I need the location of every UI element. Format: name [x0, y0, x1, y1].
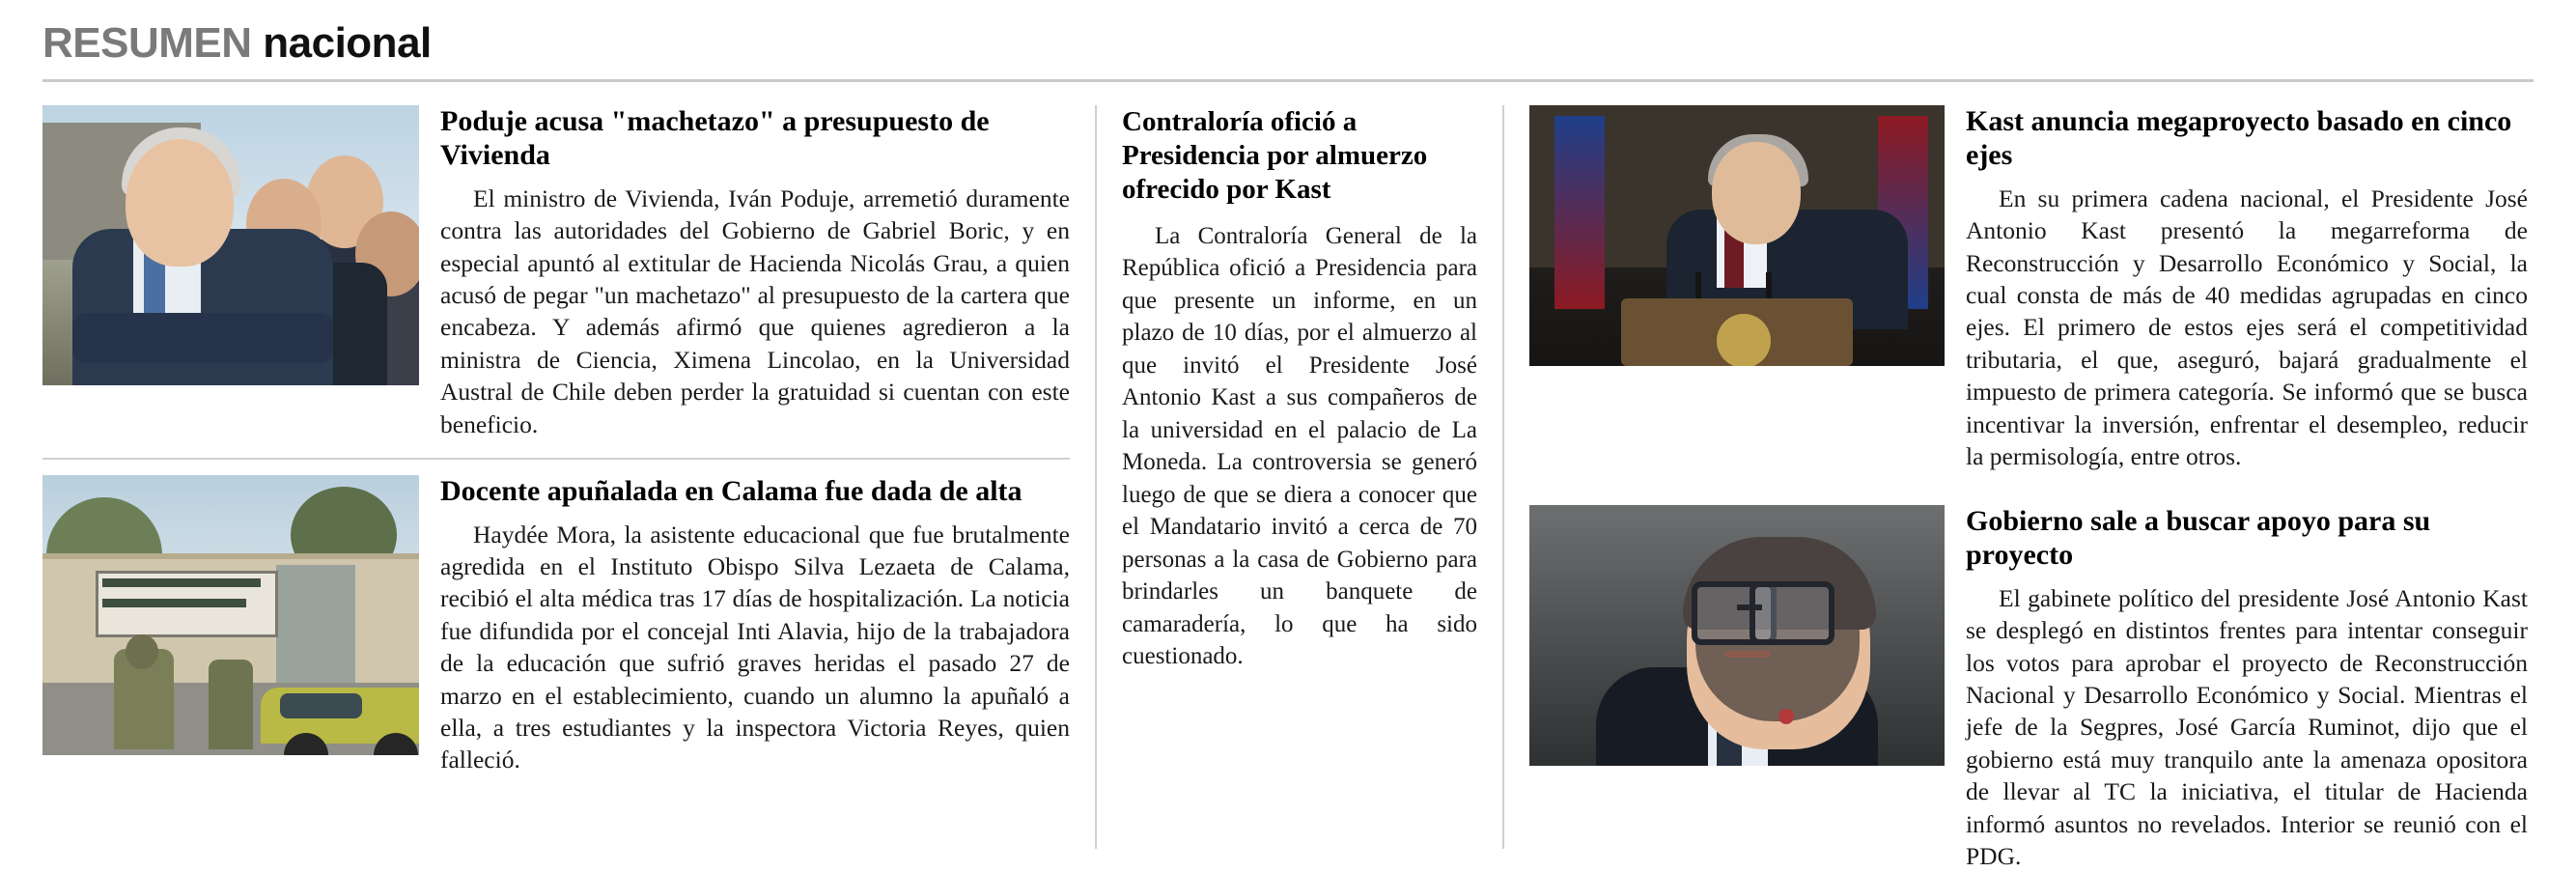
story-calama-body-text: Haydée Mora, la asistente educacional que fue brutalmente agredida en el Instituto Obispo Silva Lezaeta de Calama, recibió el alta médica tras 17 días de hospitalización. La noticia fue difundida por el concejal Inti Alavia, hijo de la trabajadora de la educación que sufrió graves heridas el pasado 27 de marzo en el establecimiento, cuando un alumno la apuñaló a ella, a tres estudiantes y la inspectora Victoria Reyes, quien falleció. [440, 520, 1070, 774]
story-divider-1 [42, 458, 1070, 460]
story-gobierno-image [1529, 505, 1945, 766]
story-kast-body [1966, 183, 2528, 473]
masthead [42, 0, 2534, 90]
story-kast-image [1529, 105, 1945, 366]
story-vivienda [42, 105, 1070, 440]
masthead-word-resumen: RESUMEN [42, 19, 252, 67]
story-gobierno-headline: Gobierno sale a buscar apoyo para su proyecto [1966, 505, 2431, 572]
story-calama-body [440, 519, 1070, 776]
story-vivienda-body [440, 183, 1070, 440]
masthead-divider [42, 79, 2534, 82]
story-calama-headline: Docente apuñalada en Calama fue dada de alta [440, 474, 1022, 507]
story-gobierno-body [1966, 582, 2528, 872]
story-contraloria [1122, 105, 1477, 849]
story-vivienda-image [42, 105, 419, 385]
page-title [42, 21, 2534, 66]
story-calama [42, 475, 1070, 776]
column-left [42, 105, 1095, 849]
story-gobierno-body-text: El gabinete político del presidente José Antonio Kast se desplegó en distintos frentes para intentar conseguir los votos para aprobar el proyecto de Reconstrucción Nacional y Desarrollo Económico y Social. Mientras el jefe de la Segpres, José García Ruminot, dijo que el gobierno está muy tranquilo ante la amenaza opositora de llevar al TC la iniciativa, el titular de Hacienda informó asuntos no revelados. Interior se reunió con el PDG. [1966, 583, 2528, 871]
masthead-word-nacional: nacional [263, 19, 432, 67]
column-right [1504, 105, 2528, 871]
story-kast [1529, 105, 2528, 472]
story-gobierno [1529, 505, 2528, 872]
column-center [1097, 105, 1502, 849]
story-contraloria-body [1122, 220, 1477, 673]
story-vivienda-headline: Poduje acusa "machetazo" a presupuesto de Vivienda [440, 105, 990, 171]
story-kast-body-text: En su primera cadena nacional, el Presidente José Antonio Kast presentó la megarreforma de Reconstrucción y Desarrollo Económico y Social, la cual consta de más de 40 medidas agrupadas en cinco ejes. El primero de estos ejes será el competitividad tributaria, el que, aseguró, bajará gradualmente el impuesto de primera categoría. Se informó que se busca incentivar la inversión, enfrentar el desempleo, reducir la permisología, entre otros. [1966, 183, 2528, 470]
story-kast-headline: Kast anuncia megaproyecto basado en cinco ejes [1966, 105, 2512, 171]
story-calama-image [42, 475, 419, 755]
story-vivienda-body-text: El ministro de Vivienda, Iván Poduje, arremetió duramente contra las autoridades del Gobierno de Gabriel Boric, y en especial apuntó al extitular de Hacienda Nicolás Grau, a quien acusó de pegar "un machetazo" al presupuesto de la cartera que encabeza. Y además afirmó que quienes agredieron a la ministra de Ciencia, Ximena Lincolao, en la Universidad Austral de Chile deben perder la gratuidad si cuentan con este beneficio. [440, 183, 1070, 438]
story-contraloria-body-text: La Contraloría General de la República ofició a Presidencia para que presente un informe, en un plazo de 10 días, por el almuerzo al que invitó el Presidente José Antonio Kast a sus compañeros de la universidad en el palacio de La Moneda. La controversia se generó luego de que se diera a conocer que el Mandatario invitó a cerca de 70 personas a la casa de Gobierno para brindarles un banquete de camaradería, lo que ha sido cuestionado. [1122, 222, 1477, 670]
story-contraloria-headline: Contraloría ofició a Presidencia por almuerzo ofrecido por Kast [1122, 106, 1428, 205]
columns-container [42, 105, 2534, 871]
